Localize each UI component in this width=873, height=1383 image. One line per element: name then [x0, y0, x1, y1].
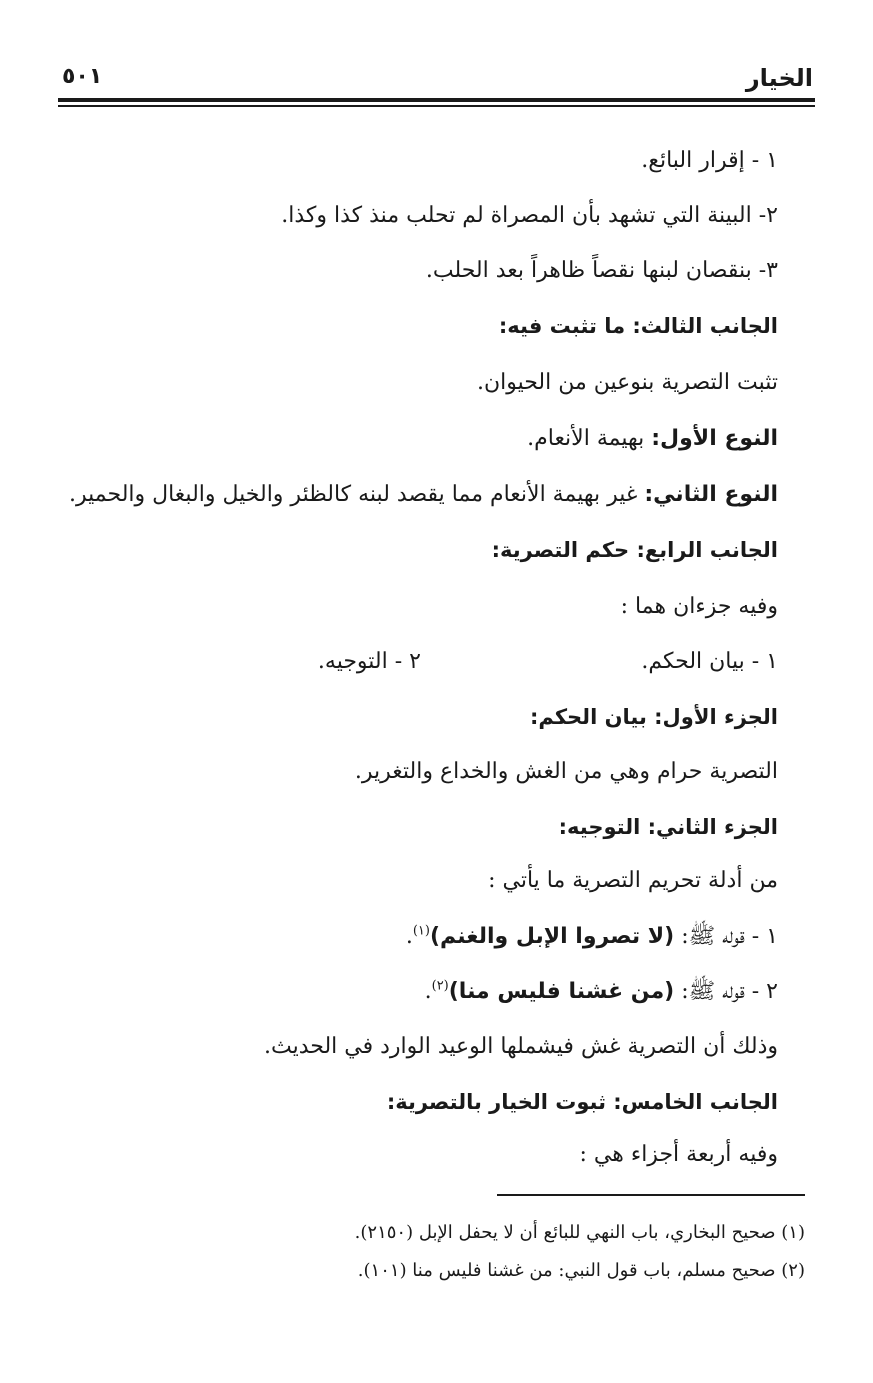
running-header	[62, 64, 813, 98]
section-heading: الجانب الثالث: ما تثبت فيه:	[498, 314, 778, 338]
hadith-quote: (لا تصروا الإبل والغنم)	[429, 924, 675, 949]
footnote: (١) صحيح البخاري، باب النهي للبائع أن لا يحفل الإبل (٢١٥٠).	[354, 1222, 805, 1243]
body-line: وفيه جزءان هما :	[620, 594, 778, 619]
body-line: وذلك أن التصرية غش فيشملها الوعيد الوارد في الحديث.	[264, 1034, 778, 1059]
footnote: (٢) صحيح مسلم، باب قول النبي: من غشنا فليس منا (١٠١).	[357, 1260, 805, 1281]
term-label: النوع الثاني:	[644, 482, 778, 507]
body-line: ٣- بنقصان لبنها نقصاً ظاهراً بعد الحلب.	[425, 258, 778, 283]
body-line: من أدلة تحريم التصرية ما يأتي :	[488, 868, 778, 893]
footnote-ref[interactable]: (١)	[412, 923, 430, 939]
chapter-title: الخيار	[745, 64, 813, 92]
section-heading: الجزء الأول: بيان الحكم:	[529, 705, 778, 729]
hadith-intro: ٢ - قوله ﷺ:	[681, 979, 778, 1004]
term-text: بهيمة الأنعام.	[527, 426, 645, 451]
header-rule-thick	[58, 98, 815, 102]
hadith-intro: ١ - قوله ﷺ:	[681, 924, 778, 949]
footnote-rule	[497, 1194, 805, 1196]
header-rule-thin	[58, 105, 815, 107]
body-line: وفيه أربعة أجزاء هي :	[579, 1142, 778, 1167]
section-heading: الجزء الثاني: التوجيه:	[558, 815, 778, 839]
term-label: النوع الأول:	[651, 426, 778, 451]
list-item: ١ - بيان الحكم.	[641, 649, 778, 674]
hadith-line: ٢ - قوله ﷺ: (من غشنا فليس منا)$^{(٢)}$.	[424, 978, 778, 1004]
hadith-quote: (من غشنا فليس منا)	[448, 979, 675, 1004]
body-line	[60, 424, 778, 454]
list-item: ٢ - التوجيه.	[317, 649, 421, 674]
hadith-line: ١ - قوله ﷺ: (لا تصروا الإبل والغنم)$^{(١)}$.	[405, 923, 778, 949]
body-line: التصرية حرام وهي من الغش والخداع والتغرير.	[354, 759, 778, 784]
footnote-ref[interactable]: (٢)	[431, 978, 449, 994]
section-heading: الجانب الرابع: حكم التصرية:	[491, 538, 778, 562]
body-line: ١ - إقرار البائع.	[641, 148, 778, 173]
section-heading: الجانب الخامس: ثبوت الخيار بالتصرية:	[386, 1090, 778, 1114]
body-line: تثبت التصرية بنوعين من الحيوان.	[476, 370, 778, 395]
term-text: غير بهيمة الأنعام مما يقصد لبنه كالظئر والخيل والبغال والحمير.	[69, 482, 638, 507]
body-line: ٢- البينة التي تشهد بأن المصراة لم تحلب منذ كذا وكذا.	[281, 203, 778, 228]
body-line	[60, 480, 778, 510]
page-number: ٥٠١	[62, 64, 103, 89]
